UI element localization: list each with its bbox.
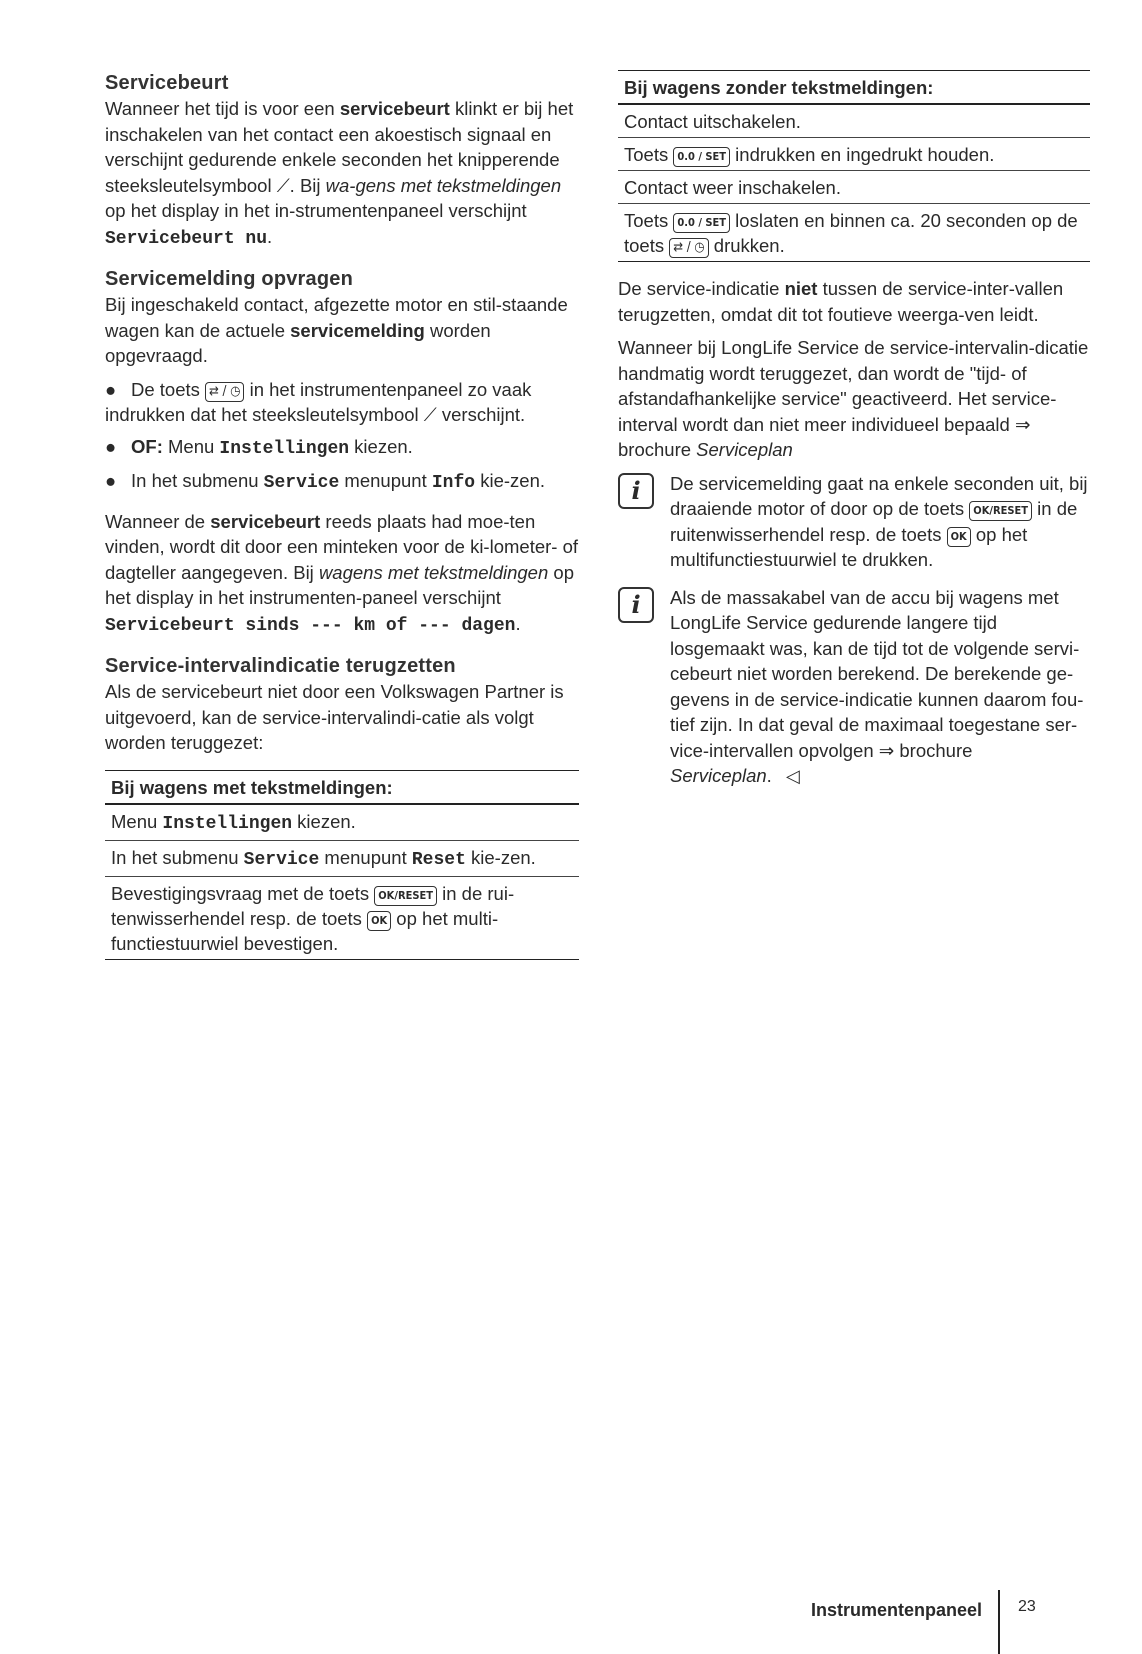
table-header: Bij wagens zonder tekstmeldingen: <box>618 71 1090 105</box>
note-text: De servicemelding gaat na enkele seconden uit, bij draaiende motor of door op de toets OK/RESET in de ruitenwisserhendel resp. de toets OK op het multifunctiestuurwiel te drukken. <box>670 472 1088 570</box>
table-row: Toets 0.0 / SET loslaten en binnen ca. 20 seconden op de toets ⇄ / ◷ drukken. <box>618 204 1090 262</box>
steps-table-met-tekstmeldingen <box>105 770 579 960</box>
table-header: Bij wagens met tekstmeldingen: <box>105 770 579 804</box>
table-row: Contact weer inschakelen. <box>618 171 1090 204</box>
info-icon: i <box>618 587 654 623</box>
list-item: ● De toets ⇄ / ◷ in het instrumentenpaneel zo vaak indrukken dat het steeksleutelsymbool ⟋ verschijnt. <box>105 378 532 425</box>
footer-section-title: Instrumentenpaneel <box>810 1600 982 1620</box>
section-terugzetten <box>105 653 579 756</box>
bullet-list <box>105 377 579 497</box>
list-item: ● OF: Menu Instellingen kiezen. <box>105 435 413 459</box>
paragraph: Wanneer bij LongLife Service de service-intervalin-dicatie handmatig wordt teruggezet, dan wordt de "tijd- of afstandafhankelijke service" geactiveerd. Het service-interval wordt dan niet meer individueel bepaald ⇒ brochure Serviceplan <box>618 337 1089 460</box>
right-column <box>618 70 1090 802</box>
paragraph: Wanneer het tijd is voor een servicebeurt klinkt er bij het inschakelen van het contact een akoestisch signaal en verschijnt gedurende enkele seconden het knipperende steeksleutelsymbool ⟋. Bij wa-gens met tekstmeldingen op het display in het in-strumentenpaneel verschijnt Servicebeurt nu. <box>105 98 574 249</box>
page-number: 23 <box>1018 1598 1036 1615</box>
info-icon: i <box>618 473 654 509</box>
heading-servicemelding-opvragen: Servicemelding opvragen <box>105 268 354 290</box>
heading-terugzetten: Service-intervalindicatie terugzetten <box>105 655 456 677</box>
table-row: Toets 0.0 / SET indrukken en ingedrukt houden. <box>618 138 1090 171</box>
paragraph: De service-indicatie niet tussen de service-inter-vallen terugzetten, omdat dit tot foutieve weerga-ven leidt. <box>618 278 1064 325</box>
note-text: Als de massakabel van de accu bij wagens met LongLife Service gedurende langere tijd losgemaakt was, kan de tijd tot de volgende servi-cebeurt niet worden berekend. De berekende ge-gevens in de service-indicatie kunnen daarom fou-tief zijn. In dat geval de maximaal toegestane ser-vice-intervallen opvolgen ⇒ brochure Serviceplan. ◁ <box>670 586 1084 786</box>
heading-servicebeurt: Servicebeurt <box>105 72 229 94</box>
section-servicebeurt <box>105 70 579 252</box>
page-footer <box>740 1590 1110 1654</box>
table-row: Menu Instellingen kiezen. <box>105 804 579 841</box>
footer-divider <box>998 1590 1000 1654</box>
table-row: Bevestigingsvraag met de toets OK/RESET in de rui-tenwisserhendel resp. de toets OK op het multi-functiestuurwiel bevestigen. <box>105 876 579 959</box>
left-column <box>105 70 579 974</box>
table-row: Contact uitschakelen. <box>618 104 1090 138</box>
info-note <box>618 471 1090 573</box>
paragraph: Wanneer de servicebeurt reeds plaats had moe-ten vinden, wordt dit door een minteken voor de ki-lometer- of dagteller aangegeven. Bij wagens met tekstmeldingen op het display in het instrumenten-paneel verschijnt Servicebeurt sinds --- km of --- dagen. <box>105 510 579 636</box>
steps-table-zonder-tekstmeldingen <box>618 70 1090 262</box>
section-servicemelding-opvragen <box>105 266 579 639</box>
end-mark-icon: ◁ <box>785 766 800 786</box>
table-row: In het submenu Service menupunt Reset kie-zen. <box>105 840 579 876</box>
info-note <box>618 585 1090 790</box>
paragraph: Als de servicebeurt niet door een Volkswagen Partner is uitgevoerd, kan de service-intervalindi-catie als volgt worden teruggezet: <box>105 681 564 753</box>
paragraph: Bij ingeschakeld contact, afgezette motor en stil-staande wagen kan de actuele servicemelding worden opgevraagd. <box>105 294 568 366</box>
list-item: ● In het submenu Service menupunt Info kie-zen. <box>105 470 546 493</box>
